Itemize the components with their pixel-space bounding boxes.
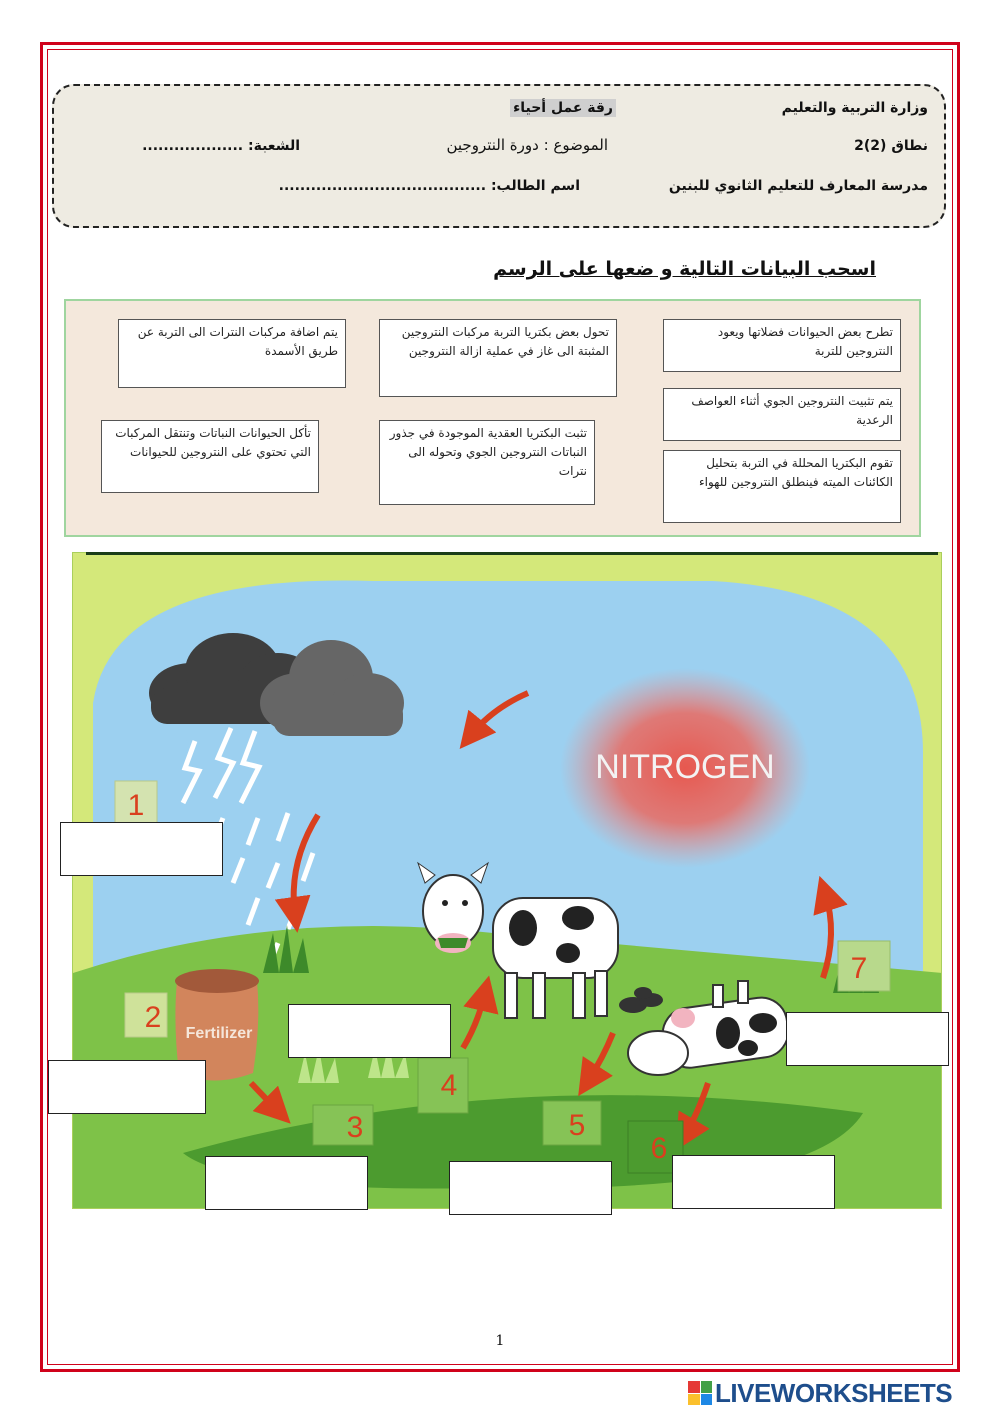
liveworksheets-wordmark: LIVEWORKSHEETS (715, 1377, 953, 1408)
drag-card-decomposers[interactable]: تقوم البكتريا المحللة في التربة بتحليل الكائنات الميته فينطلق النتروجين للهواء (663, 450, 901, 523)
instruction-title: اسحب البيانات التالية و ضعها على الرسم (493, 258, 876, 280)
diagram-top-line (86, 552, 938, 555)
section-field[interactable]: الشعبة: ................... (142, 138, 300, 154)
drag-card-root-bacteria[interactable]: تثبت البكتريا العقدية الموجودة في جذور النباتات النتروجين الجوي وتحوله الى نترات (379, 420, 595, 505)
drag-card-animals-eat-plants[interactable]: تأكل الحيوانات النباتات وتنتقل المركبات التي تحتوي على النتروجين للحيوانات (101, 420, 319, 493)
drop-zone-6[interactable] (449, 1161, 612, 1215)
drop-zone-3[interactable] (48, 1060, 206, 1114)
answer-bank (64, 299, 921, 537)
step-number-4: 4 (440, 1069, 458, 1102)
liveworksheets-icon (688, 1381, 712, 1405)
step-number-7: 7 (850, 952, 868, 985)
drag-card-lightning-fixation[interactable]: يتم تثبيت النتروجين الجوي أثناء العواصف الرعدية (663, 388, 901, 441)
drop-zone-4[interactable] (786, 1012, 949, 1066)
step-number-2: 2 (144, 1001, 162, 1034)
school-label: مدرسة المعارف للتعليم الثانوي للبنين (668, 178, 928, 194)
liveworksheets-logo[interactable] (688, 1378, 952, 1408)
drag-card-fertilizer[interactable]: يتم اضافة مركبات النترات الى التربة عن طريق الأسمدة (118, 319, 346, 388)
student-name-field[interactable]: اسم الطالب: ....................................... (278, 178, 580, 194)
sheet-title-text: رقة عمل أحياء (510, 99, 616, 117)
step-number-5: 5 (568, 1109, 586, 1142)
drag-card-animal-waste[interactable]: تطرح بعض الحيوانات فضلاتها ويعود النتروجين للتربة (663, 319, 901, 372)
drop-zone-5[interactable] (205, 1156, 368, 1210)
step-number-3: 3 (346, 1111, 364, 1144)
topic-label: الموضوع : دورة النتروجين (446, 136, 608, 154)
drop-zone-2[interactable] (288, 1004, 451, 1058)
nitrogen-label: NITROGEN (595, 748, 775, 786)
drag-card-denitrification[interactable]: تحول بعض بكتريا التربة مركبات النتروجين المثبتة الى غاز في عملية ازالة النتروجين (379, 319, 617, 397)
step-number-1: 1 (127, 789, 145, 822)
drop-zone-1[interactable] (60, 822, 223, 876)
page-number: 1 (495, 1333, 505, 1349)
district-label: نطاق (2)2 (854, 138, 928, 154)
sheet-title (510, 100, 616, 116)
ministry-label: وزارة التربية والتعليم (781, 100, 928, 116)
step-number-6: 6 (650, 1132, 668, 1165)
drop-zone-7[interactable] (672, 1155, 835, 1209)
fertilizer-label: Fertilizer (185, 1025, 253, 1042)
